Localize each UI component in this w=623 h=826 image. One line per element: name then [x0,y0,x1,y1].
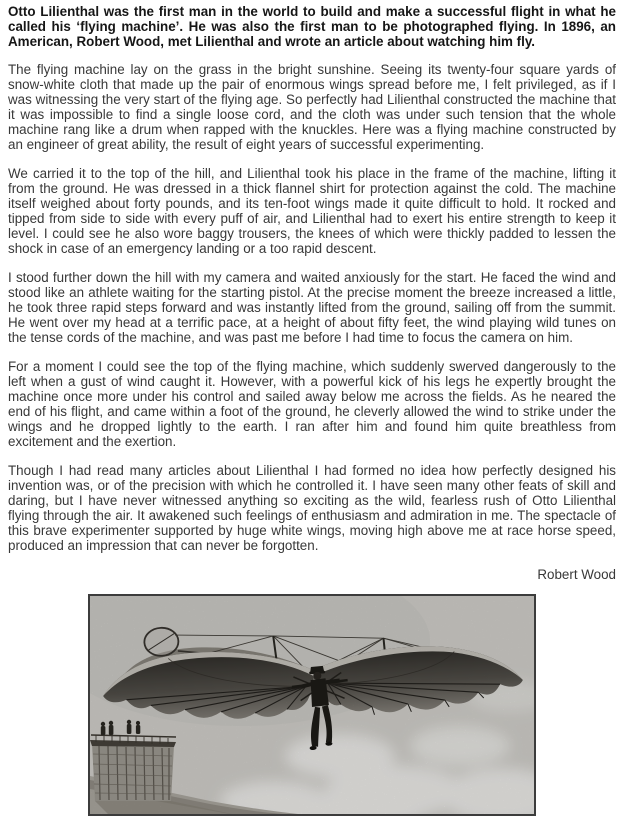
flying-machine-figure [88,594,536,816]
flying-machine-illustration [90,596,534,814]
paragraph-reflection: Though I had read many articles about Lilienthal I had formed no idea how perfectly designed his invention was, or of the precision with which he controlled it. I have seen many other feats of skill and daring, but I have never witnessed anything so exciting as the wild, fearless rush of Otto Lilienthal flying through the air. It awakened such feelings of enthusiasm and admiration in me. The spectacle of this brave experimenter supported by huge white wings, moving high above me at race horse speed, produced an impression that can never be forgotten. [8,463,616,553]
paragraph-the-flight: For a moment I could see the top of the flying machine, which suddenly swerved dangerously to the left when a gust of wind caught it. However, with a powerful kick of his legs he expertly brought the machine once more under his control and sailed away below me across the fields. As he neared the end of his flight, and came within a foot of the ground, he cleverly allowed the wind to strike under the wings and he dropped lightly to the earth. I ran after him and found him quite breathless from excitement and the exertion. [8,359,616,449]
signature: Robert Wood [537,567,616,582]
paragraph-the-start: I stood further down the hill with my camera and waited anxiously for the start. He faced the wind and stood like an athlete waiting for the starting pistol. At the precise moment the breeze increased a little, he took three rapid steps forward and was instantly lifted from the ground, sailing off from the summit. He went over my head at a terrific pace, at a height of about fifty feet, the wind playing wild tunes on the tense cords of the machine, and was past me before I had time to focus the camera on him. [8,270,616,345]
halftone-grain [90,596,534,814]
paragraph-flying-machine: The flying machine lay on the grass in the bright sunshine. Seeing its twenty-four square yards of snow-white cloth that made up the pair of enormous wings spread before me, I felt privileged, as if I was witnessing the very start of the flying age. So perfectly had Lilienthal constructed the machine that it was impossible to find a single loose cord, and the cloth was under such tension that the whole machine rang like a drum when rapped with the knuckles. Here was a flying machine constructed by an engineer of great ability, the result of eight years of successful experimenting. [8,62,616,152]
intro-paragraph: Otto Lilienthal was the first man in the world to build and make a successful flight in what he called his ‘flying machine’. He was also the first man to be photographed flying. In 1896, an American, Robert Wood, met Lilienthal and wrote an article about watching him fly. [8,4,616,49]
paragraph-carried-to-hill: We carried it to the top of the hill, and Lilienthal took his place in the frame of the machine, lifting it from the ground. He was dressed in a thick flannel shirt for protection against the cold. The machine itself weighed about forty pounds, and its ten-foot wings made it quite difficult to hold. It rocked and tipped from side to side with every puff of air, and Lilienthal had to exert his entire strength to keep it level. I could see he also wore baggy trousers, the knees of which were thickly padded to lessen the shock in case of an emergency landing or a too rapid descent. [8,166,616,256]
